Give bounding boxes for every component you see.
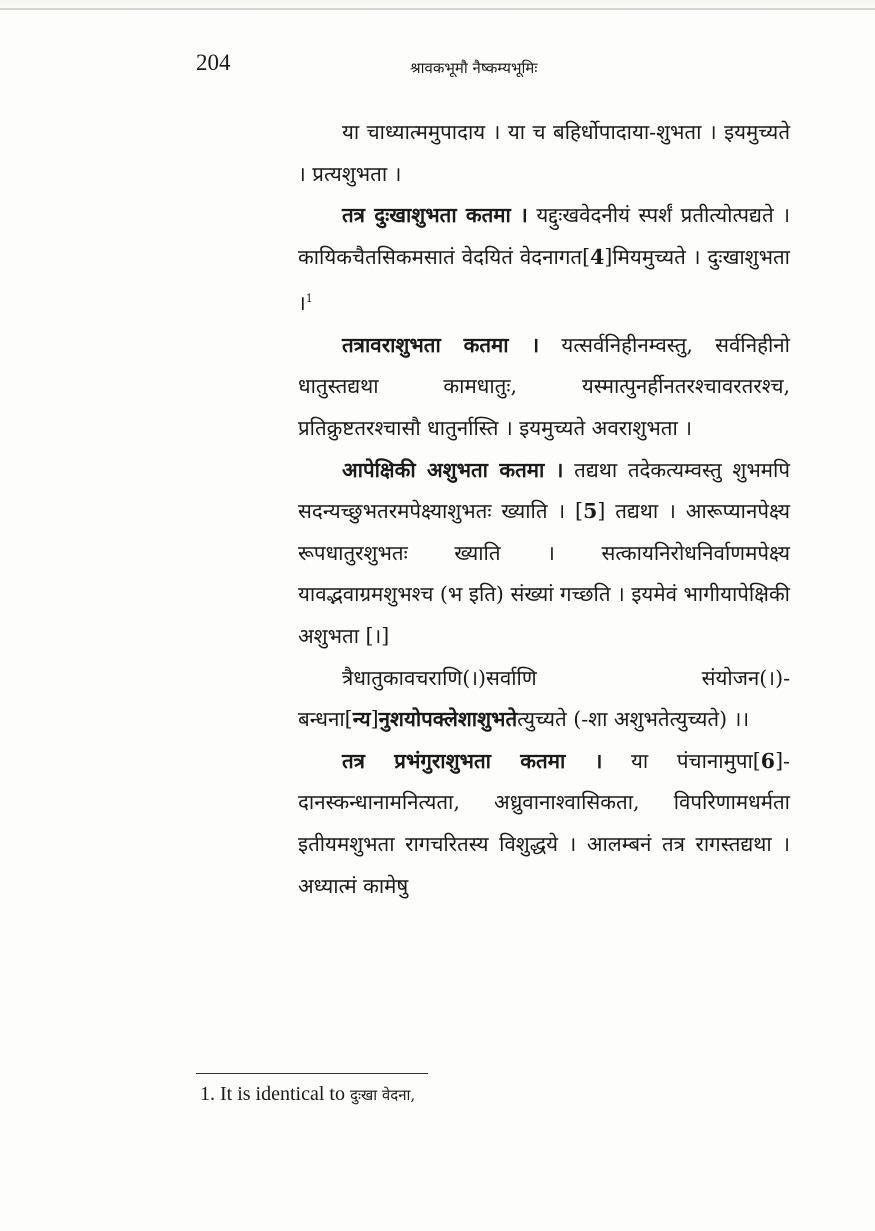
footnote-devanagari: दुःखा वेदना,	[349, 1086, 416, 1104]
bold-term: नुशयोपक्लेशाशुभते	[378, 707, 518, 732]
page-number: 204	[196, 50, 231, 75]
folio-marker: 5	[583, 499, 598, 524]
paragraph-text: ]-दानस्कन्धानामनित्यता, अध्रुवानाश्वासिकता, विपरिणामधर्मता इतीयमशुभता रागचरितस्य विशुद्धये । आलम्बनं तत्र रागस्तद्यथा । अध्यात्मं कामेषु	[298, 748, 790, 898]
body-text	[298, 112, 790, 907]
paragraph-text: ] तद्यथा । आरूप्यानपेक्ष्य रूपधातुरशुभतः ख्याति । सत्कायनिरोधनिर्वाणमपेक्ष्य यावद्भवाग्रमशुभश्च (भ इति) संख्यां गच्छति । इयमेवं भागीयापेक्षिकी अशुभता [।]	[298, 499, 791, 648]
running-head: श्रावकभूमौ नैष्कम्यभूमिः	[410, 59, 538, 77]
footnote-text: It is identical to	[220, 1083, 345, 1105]
footnote-reference: 1	[305, 292, 313, 306]
paragraph-2	[298, 195, 790, 325]
footnote	[200, 1083, 415, 1106]
folio-marker: 6	[760, 748, 776, 773]
footnote-number: 1.	[200, 1083, 215, 1105]
emendation-marker: न्य	[352, 707, 371, 732]
paragraph-6	[298, 741, 790, 907]
paragraph-1	[298, 112, 790, 195]
paragraph-text: यत्सर्वनिहीनम्वस्तु, सर्वनिहीनो धातुस्तद्यथा कामधातुः, यस्मात्पुनर्हीनतरश्चावरतरश्च, प्रतिक्रुष्टतरश्चासौ धातुर्नास्ति । इयमुच्यते अवराशुभता ।	[298, 332, 790, 440]
paragraph-text: या चाध्यात्ममुपादाय । या च बहिर्धोपादाया-शुभता । इयमुच्यते । प्रत्यशुभता ।	[298, 120, 790, 186]
paragraph-text: यद्दुःखवेदनीयं स्पर्शं प्रतीत्योत्पद्यते । कायिकचैतसिकमसातं वेदयितं वेदनागत[	[298, 203, 790, 269]
paragraph-text: त्रैधातुकावचराणि(।)सर्वाणि संयोजन(।)-बन्धना[	[298, 665, 790, 732]
section-heading-duhkha: तत्र दुःखाशुभता कतमा ।	[342, 203, 528, 228]
section-heading-prabhangura: तत्र प्रभंगुराशुभता कतमा ।	[342, 748, 603, 773]
paragraph-3	[298, 325, 790, 450]
section-heading-apekshiki: आपेक्षिकी अशुभता कतमा ।	[342, 457, 564, 482]
paragraph-text: ]मियमुच्यते । दुःखाशुभता ।	[298, 244, 790, 316]
scan-edge	[0, 8, 875, 10]
section-heading-avara: तत्रावराशुभता कतमा ।	[342, 332, 540, 357]
folio-marker: 4	[590, 244, 605, 269]
paragraph-5	[298, 658, 790, 741]
paragraph-4	[298, 450, 790, 658]
paragraph-text: ]	[370, 707, 379, 732]
paragraph-text: तद्यथा तदेकत्यम्वस्तु शुभमपि सदन्यच्छुभतरमपेक्ष्याशुभतः ख्याति । [	[298, 457, 790, 524]
footnote-rule	[196, 1073, 428, 1074]
paragraph-text: त्युच्यते (-शा अशुभतेत्युच्यते) ।।	[517, 707, 750, 732]
paragraph-text: या पंचानामुपा[	[602, 748, 761, 773]
